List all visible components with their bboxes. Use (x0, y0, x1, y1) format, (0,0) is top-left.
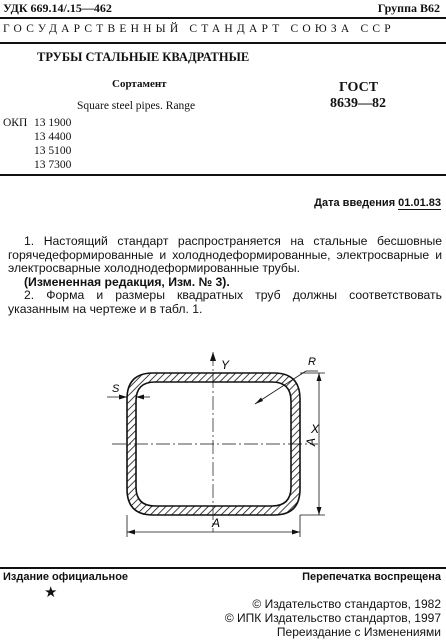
edition-note: (Измененная редакция, Изм. № 3). (24, 274, 230, 289)
paragraph-1: 1. Настоящий стандарт распространяется на стальные бесшовные горячедеформированные и холоднодеформированные, электросварные и электросварные холоднодеформированные трубы. (8, 234, 442, 276)
reprint-prohibited-label: Перепечатка воспрещена (302, 571, 441, 583)
radius-label: R (308, 356, 316, 368)
standard-subtitle: Сортамент (112, 78, 167, 90)
axis-y-label: Y (221, 358, 230, 372)
official-edition-label: Издание официальное (3, 571, 129, 583)
thickness-label: S (112, 383, 120, 395)
udk-code: УДК 669.14/.15—462 (3, 1, 112, 15)
council-standard-title: ГОСУДАРСТВЕННЫЙ СТАНДАРТ СОЮЗА ССР (3, 23, 395, 35)
copyright-1982: © Издательство стандартов, 1982 (252, 597, 441, 611)
dimension-arrow (317, 507, 322, 515)
dimension-label-a-side: A (304, 437, 318, 446)
copyright-1997: © ИПК Издательство стандартов, 1997 (224, 611, 441, 625)
gost-number: 8639—82 (330, 96, 386, 111)
english-title: Square steel pipes. Range (77, 100, 196, 112)
intro-date-value: 01.01.83 (398, 197, 441, 209)
dimension-label-a-bottom: A (212, 516, 221, 530)
gost-label: ГОСТ (339, 80, 379, 95)
dimension-arrow (292, 530, 300, 535)
okp-code: 13 5100 (34, 145, 72, 157)
okp-code: 13 7300 (34, 159, 72, 171)
thickness-arrow (119, 395, 127, 400)
okp-code: 13 1900 (34, 117, 72, 129)
dimension-arrow (127, 530, 135, 535)
axis-y-arrow (210, 352, 216, 361)
okp-code: 13 4400 (34, 131, 72, 143)
radius-arrow (255, 398, 263, 405)
footer-rule (0, 567, 446, 569)
paragraph-2: 2. Форма и размеры квадратных труб должны соответствовать указанным на чертеже и в табл. 1. (8, 288, 442, 316)
intro-date-label: Дата введения (314, 197, 396, 209)
reissue-note: Переиздание с Изменениями (276, 625, 441, 639)
standard-title: ТРУБЫ СТАЛЬНЫЕ КВАДРАТНЫЕ (37, 50, 250, 64)
group-code: Группа В62 (377, 1, 440, 15)
axis-x-label: X (311, 422, 320, 436)
dimension-arrow (317, 373, 322, 381)
star-icon: ★ (44, 583, 58, 601)
okp-label: ОКП (3, 117, 28, 129)
